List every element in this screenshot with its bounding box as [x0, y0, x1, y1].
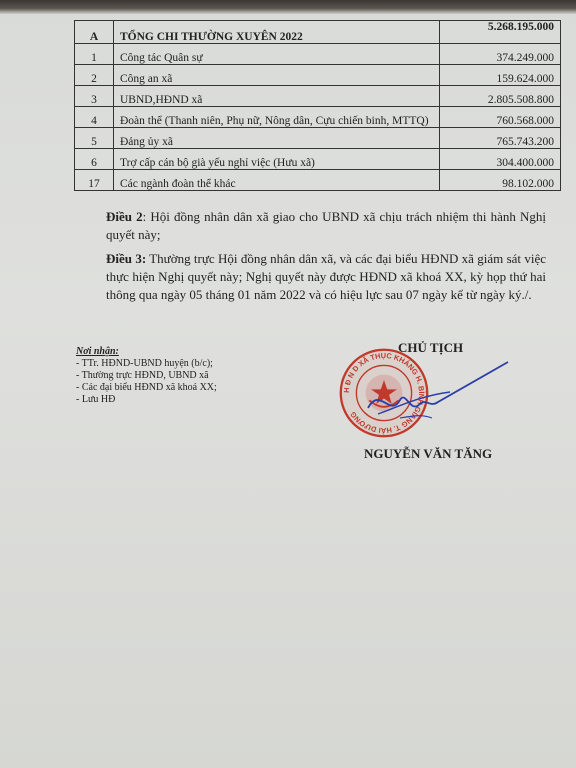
recipient-item: - TTr. HĐND-UBND huyện (b/c);	[76, 358, 213, 369]
row-number: A	[75, 21, 114, 44]
row-number: 1	[75, 44, 114, 65]
seal-text: H Đ N D XÃ THỤC KHÁNG H. BÌNH GIANG T. HẢI DƯƠNG	[341, 351, 427, 435]
article-3-text: Thường trực Hội đồng nhân dân xã, và các đại biểu HĐND xã giám sát việc thực hiện Nghị quyết này; Nghị quyết này được HĐND xã khoá XX, kỳ họp thứ hai thông qua ngày 05 tháng 01 năm 2022 và có hiệu lực sau 07 ngày kể từ ngày ký./.	[106, 251, 546, 302]
recipient-item: - Các đại biểu HĐND xã khoá XX;	[76, 382, 217, 393]
article-3-label: Điều 3:	[106, 251, 147, 266]
recipient-item: - Lưu HĐ	[76, 394, 116, 405]
row-label: Trợ cấp cán bộ già yếu nghỉ việc (Hưu xã)	[114, 149, 440, 170]
recipient-item: - Thường trực HĐND, UBND xã	[76, 370, 209, 381]
row-value: 2.805.508.800	[440, 86, 561, 107]
handwritten-signature	[360, 356, 510, 436]
row-label: Đoàn thể (Thanh niên, Phụ nữ, Nông dân, Cựu chiến binh, MTTQ)	[114, 107, 440, 128]
recipients-label: Nơi nhận:	[76, 346, 119, 357]
row-number: 6	[75, 149, 114, 170]
row-label: Công tác Quân sự	[114, 44, 440, 65]
table-row	[75, 65, 561, 86]
table-header-row	[75, 21, 561, 44]
row-number: 5	[75, 128, 114, 149]
table-row	[75, 86, 561, 107]
signer-name: NGUYỄN VĂN TĂNG	[364, 446, 493, 461]
article-2-label: Điều 2	[106, 209, 143, 224]
row-number: 3	[75, 86, 114, 107]
budget-table	[74, 20, 561, 191]
photo-top-edge	[0, 0, 576, 14]
table-row	[75, 44, 561, 65]
row-value: 374.249.000	[440, 44, 561, 65]
signer-title: CHỦ TỊCH	[398, 340, 464, 355]
row-value: 159.624.000	[440, 65, 561, 86]
article-2	[76, 208, 546, 244]
row-label: Công an xã	[114, 65, 440, 86]
article-2-text: : Hội đồng nhân dân xã giao cho UBND xã chịu trách nhiệm thi hành Nghị quyết này;	[106, 209, 546, 242]
row-value: 5.268.195.000	[440, 21, 561, 44]
row-label: TỔNG CHI THƯỜNG XUYÊN 2022	[114, 21, 440, 44]
row-label: Đảng ủy xã	[114, 128, 440, 149]
table-row	[75, 149, 561, 170]
row-value: 98.102.000	[440, 170, 561, 191]
row-number: 2	[75, 65, 114, 86]
row-value: 304.400.000	[440, 149, 561, 170]
row-value: 765.743.200	[440, 128, 561, 149]
table-row	[75, 107, 561, 128]
recipients-block	[76, 346, 217, 406]
table-row	[75, 170, 561, 191]
row-label: Các ngành đoàn thể khác	[114, 170, 440, 191]
row-number: 4	[75, 107, 114, 128]
article-3	[76, 250, 546, 304]
row-number: 17	[75, 170, 114, 191]
row-value: 760.568.000	[440, 107, 561, 128]
table-row	[75, 128, 561, 149]
row-label: UBND,HĐND xã	[114, 86, 440, 107]
